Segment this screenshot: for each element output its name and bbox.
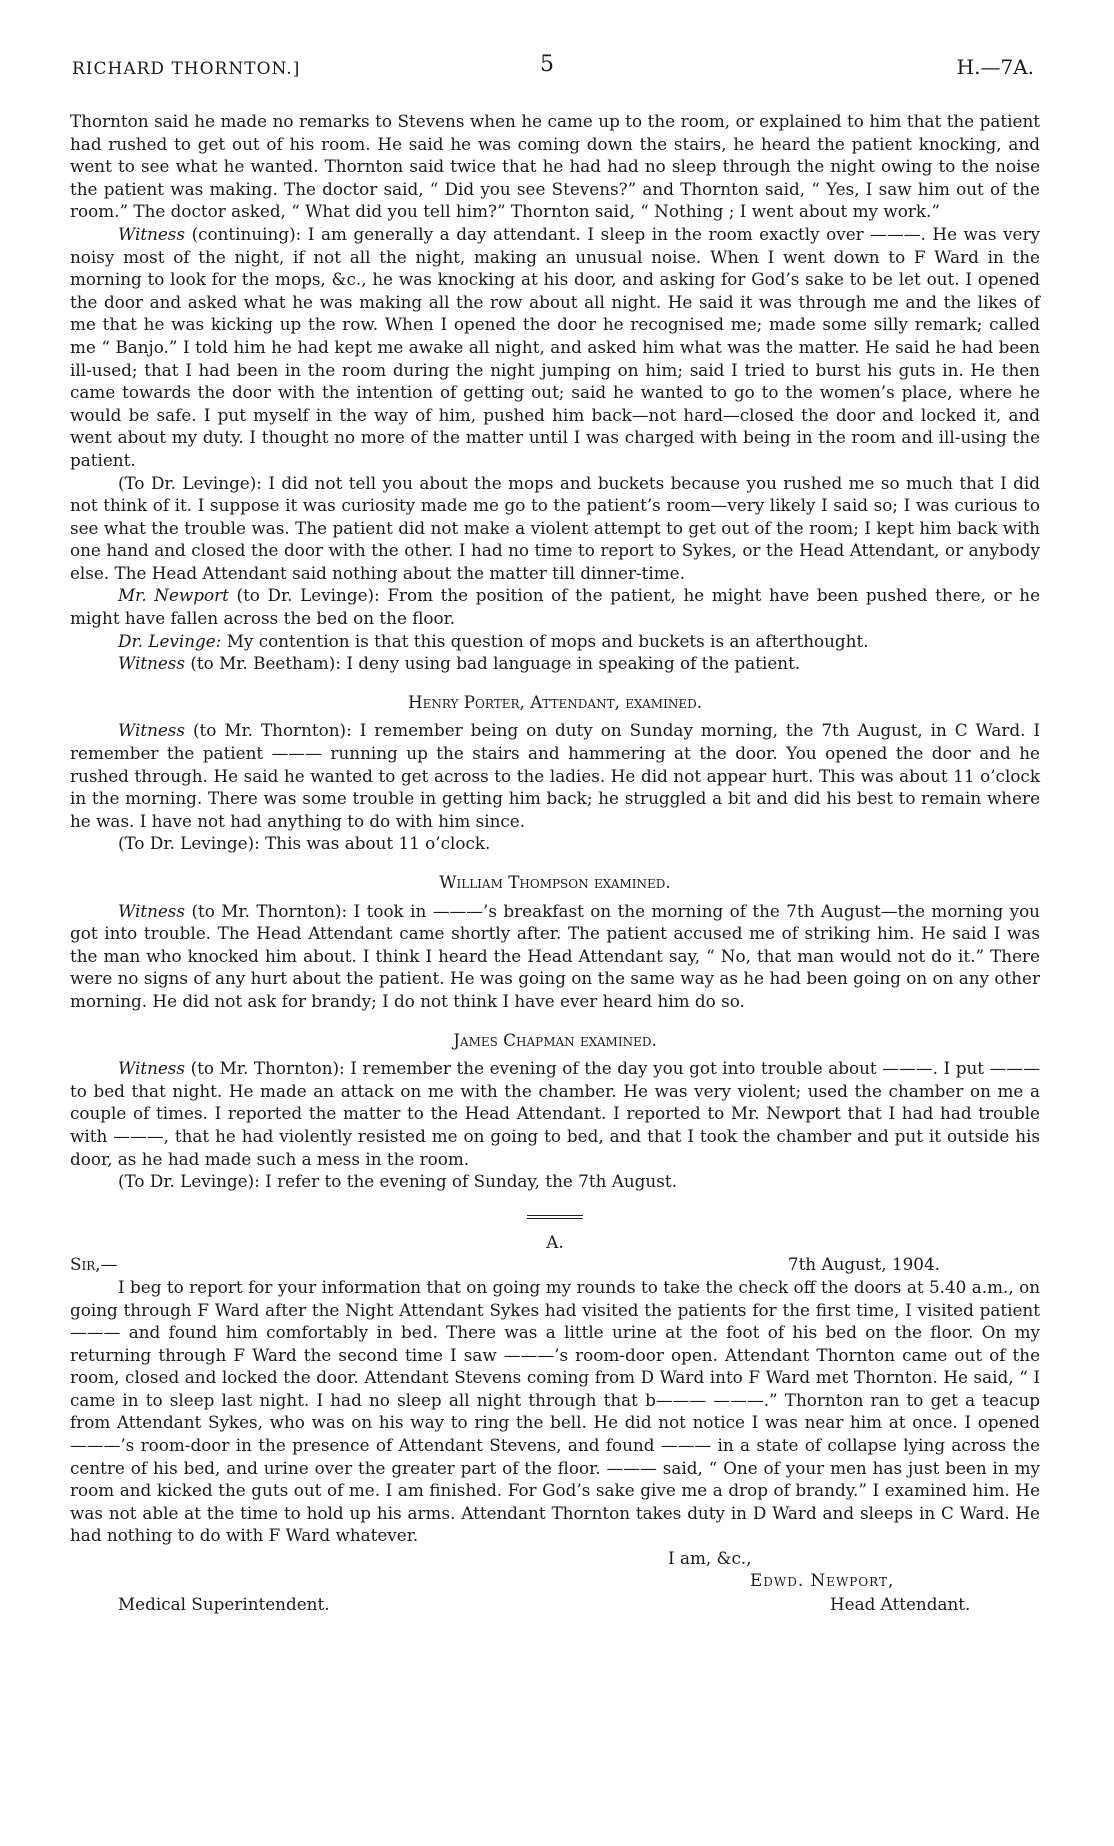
letter-date: 7th August, 1904. xyxy=(787,1254,940,1275)
signer-name: Edwd. Newport, xyxy=(750,1570,895,1591)
paragraph: Thornton said he made no remarks to Stevens when he came up to the room, or explained to him that the patient had rushed to get out of his room. He said he was coming down the stairs, he heard the patient knocking, and went to see what he wanted. Thornton said twice that he had had no sleep through the night owing to the noise the patient was making. The doctor said, “ Did you see Stevens?” and Thornton said, “ Yes, I saw him out of the room.” The doctor asked, “ What did you tell him?” Thornton said, “ Nothing ; I went about my work.” xyxy=(70,111,1040,222)
paragraph: (To Dr. Levinge): This was about 11 o’clock. xyxy=(118,833,491,854)
speaker-label: Dr. Levinge: xyxy=(118,630,222,651)
running-header-right: H.—7A. xyxy=(956,55,1034,79)
letter-closing: I am, &c., xyxy=(668,1548,752,1569)
paragraph-text: (to Mr. Thornton): I took in ———’s breakfast on the morning of the 7th August—the morning you got into trouble. The Head Attendant came shortly after. The patient accused me of striking him. He said I was the man who knocked him about. I think I heard the Head Attendant say, “ No, that man would not do it.” There were no signs of any hurt about the patient. He was going on the same way as he had been going on on any other morning. He did not ask for brandy; I do not think I have ever heard him do so. xyxy=(70,900,1040,1011)
addressee: Medical Superintendent. xyxy=(118,1594,330,1615)
paragraph-text: My contention is that this question of mops and buckets is an afterthought. xyxy=(221,630,869,651)
signature-block xyxy=(70,1547,1040,1617)
document-body xyxy=(70,110,1040,1617)
speaker-label: Witness xyxy=(118,900,186,921)
section-heading: William Thompson examined. xyxy=(439,872,671,892)
paragraph xyxy=(70,1057,1040,1170)
paragraph-text: (to Mr. Thornton): I remember being on duty on Sunday morning, the 7th August, in C Ward. I remember the patient ——— running up the stairs and hammering at the door. You opened the door and he rushed through. He said he wanted to get across to the ladies. He did not appear hurt. This was about 11 o’clock in the morning. There was some trouble in getting him back; he struggled a bit and did his best to remain where he was. I have not had anything to do with him since. xyxy=(70,720,1040,831)
signer-title: Head Attendant. xyxy=(830,1594,971,1615)
paragraph-text: (to Mr. Beetham): I deny using bad language in speaking of the patient. xyxy=(185,653,801,674)
paragraph xyxy=(70,652,1040,675)
salutation: Sir,— xyxy=(70,1254,118,1275)
letter-opening xyxy=(70,1253,1040,1276)
speaker-label: Witness xyxy=(118,223,186,244)
section-heading: James Chapman examined. xyxy=(453,1029,657,1050)
paragraph xyxy=(70,630,1040,653)
speaker-label: Mr. Newport xyxy=(118,585,229,606)
speaker-label: Witness xyxy=(118,1058,186,1079)
paragraph xyxy=(70,900,1040,1013)
paragraph-text: (to Dr. Levinge): From the position of the patient, he might have been pushed there, or he might have fallen across the bed on the floor. xyxy=(70,585,1040,629)
page-number: 5 xyxy=(540,52,554,77)
running-header-left: RICHARD THORNTON.] xyxy=(72,59,301,79)
letter-body: I beg to report for your information that on going my rounds to take the check off the doors at 5.40 a.m., on going through F Ward after the Night Attendant Sykes had visited the patients for the first time, I visited patient ——— and found him comfortably in bed. There was a little urine at the foot of his bed on the floor. On my returning through F Ward the second time I saw ———’s room-door open. Attendant Thornton came out of the room, closed and locked the door. Attendant Stevens coming from D Ward into F Ward met Thornton. He said, “ I came in to sleep last night. I had no sleep all night through that b——— ———.” Thornton ran to get a teacup from Attendant Sykes, who was on his way to ring the bell. He did not notice I was near him at once. I opened ———’s room-door in the presence of Attendant Stevens, and found ——— in a state of collapse lying across the centre of his bed, and urine over the greater part of the floor. ——— said, “ One of your men has just been in my room and kicked the guts out of me. I am finished. For God’s sake give me a drop of brandy.” I examined him. He was not able at the time to hold up his arms. Attendant Thornton takes duty in D Ward and sleeps in C Ward. He had nothing to do with F Ward whatever. xyxy=(70,1276,1040,1546)
paragraph: (To Dr. Levinge): I did not tell you about the mops and buckets because you rushed me so much that I did not think of it. I suppose it was curiosity made me go to the patient’s room—very likely I said so; I was curious to see what the trouble was. The patient did not make a violent attempt to get out of the room; I kept him back with one hand and closed the door with the other. I had no time to report to Sykes, or the Head Attendant, or anybody else. The Head Attendant said nothing about the matter till dinner-time. xyxy=(70,472,1040,583)
section-heading: Henry Porter, Attendant, examined. xyxy=(407,691,703,712)
appendix-label: A. xyxy=(546,1231,564,1252)
paragraph xyxy=(70,584,1040,629)
speaker-label: Witness xyxy=(118,720,186,741)
paragraph-text: (to Mr. Thornton): I remember the evening of the day you got into trouble about ———. I put ——— to bed that night. He made an attack on me with the chamber. He was very violent; used the chamber on me a couple of times. I reported the matter to the Head Attendant. I reported to Mr. Newport that I had had trouble with ———, that he had violently resisted me on going to bed, and that I took the chamber and put it outside his door, as he had made such a mess in the room. xyxy=(70,1058,1040,1169)
speaker-label: Witness xyxy=(118,653,186,674)
paragraph-text: (continuing): I am generally a day attendant. I sleep in the room exactly over ———. He was very noisy most of the night, if not all the night, making an unusual noise. When I went down to F Ward in the morning to look for the mops, &c., he was knocking at his door, and asking for God’s sake to be let out. I opened the door and asked what he was making all the row about all night. He said it was through me and the likes of me that he was kicking up the row. When I opened the door he recognised me; made some silly remark; called me “ Banjo.” I told him he had kept me awake all night, and asked him what was the matter. He said he had been ill-used; that I had been in the room during the night jumping on him; said I tried to burst his guts in. He then came towards the door with the intention of getting out; said he wanted to go to the women’s place, where he would be safe. I put myself in the way of him, pushed him back—not hard—closed the door and locked it, and went about my duty. I thought no more of the matter until I was charged with being in the room and ill-using the patient. xyxy=(70,223,1040,470)
section-divider xyxy=(527,1215,583,1219)
paragraph xyxy=(70,223,1040,472)
paragraph xyxy=(70,719,1040,832)
paragraph: (To Dr. Levinge): I refer to the evening of Sunday, the 7th August. xyxy=(118,1171,677,1192)
